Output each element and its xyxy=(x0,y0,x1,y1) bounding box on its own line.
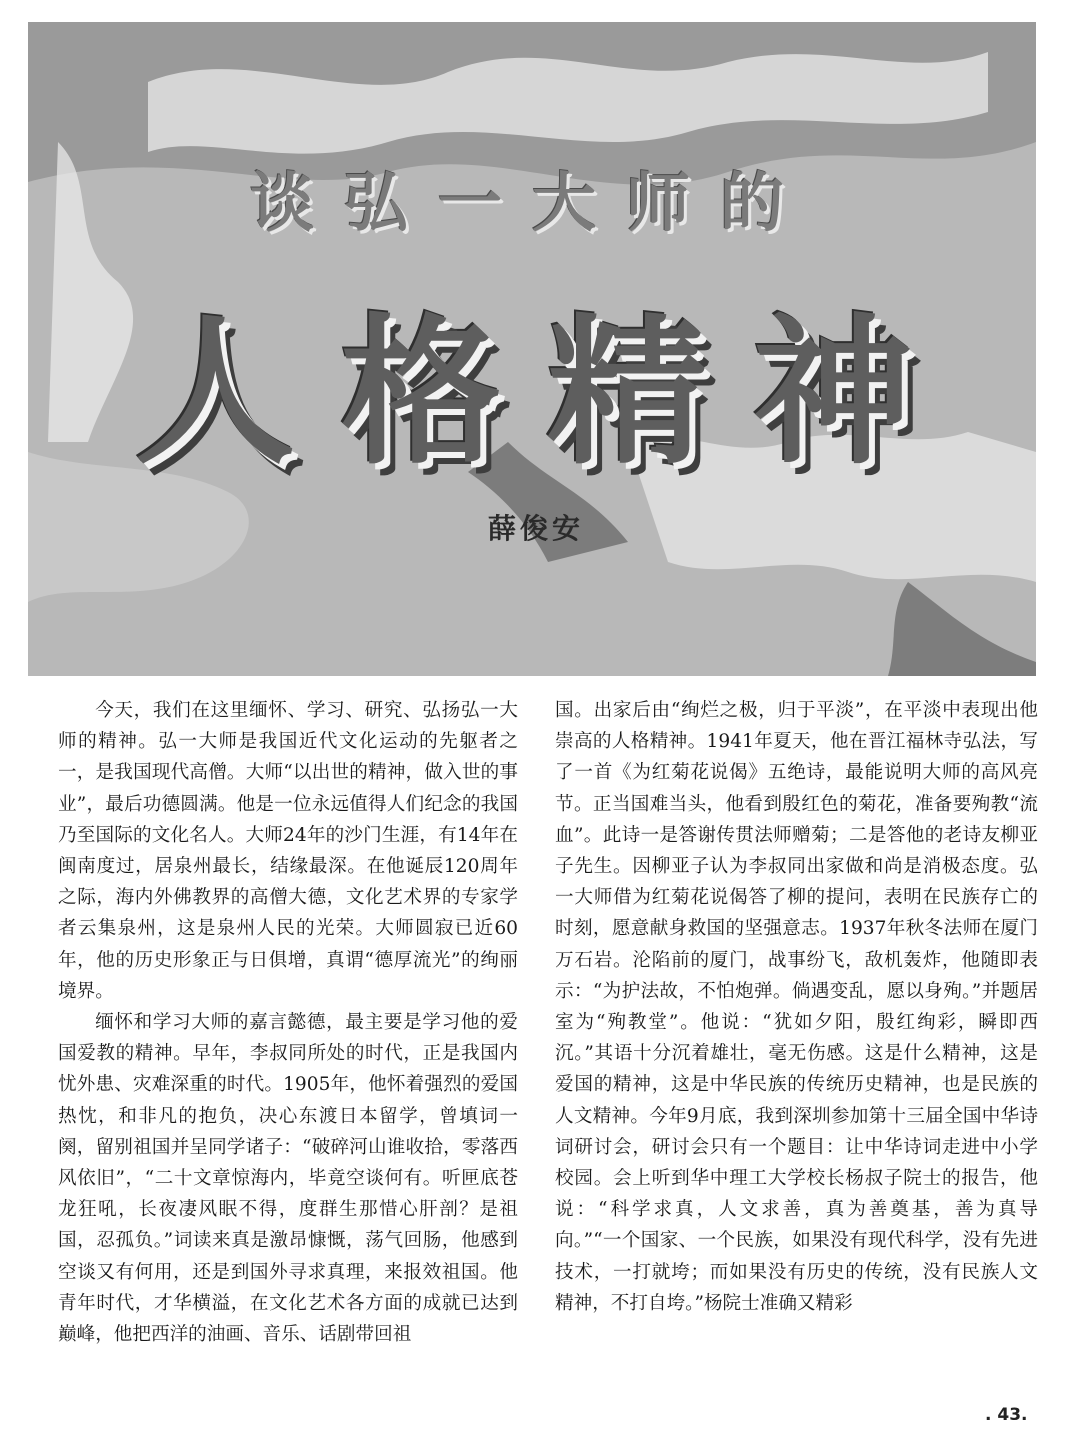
paragraph: 国。出家后由“绚烂之极，归于平淡”，在平淡中表现出他崇高的人格精神。1941年夏天，他在晋江福林寺弘法，写了一首《为红菊花说偈》五绝诗，最能说明大师的高风亮节。正当国难当头，他看到殷红色的菊花，准备要殉教“流血”。此诗一是答谢传贯法师赠菊；二是答他的老诗友柳亚子先生。因柳亚子认为李叔同出家做和尚是消极态度。弘一大师借为红菊花说偈答了柳的提问，表明在民族存亡的时刻，愿意献身救国的坚强意志。1937年秋冬法师在厦门万石岩。沦陷前的厦门，战事纷飞，敌机轰炸，他随即表示：“为护法故，不怕炮弹。倘遇变乱，愿以身殉。”并题居室为“殉教堂”。他说：“犹如夕阳，殷红绚彩，瞬即西沉。”其语十分沉着雄壮，毫无伤感。这是什么精神，这是爱国的精神，这是中华民族的传统历史精神，也是民族的人文精神。今年9月底，我到深圳参加第十三届全国中华诗词研讨会，研讨会只有一个题目：让中华诗词走进中小学校园。会上听到华中理工大学校长杨叔子院士的报告，他说：“科学求真，人文求善，真为善奠基，善为真导向。”“一个国家、一个民族，如果没有现代科学，没有先进技术，一打就垮；而如果没有历史的传统，没有民族人文精神，不打自垮。”杨院士准确又精彩 xyxy=(555,700,1038,1314)
article-subtitle: 谈弘一大师的 xyxy=(250,167,814,241)
article-title: 人格精神 xyxy=(134,299,959,486)
paragraph: 缅怀和学习大师的嘉言懿德，最主要是学习他的爱国爱教的精神。早年，李叔同所处的时代，正是我国内忧外患、灾难深重的时代。1905年，他怀着强烈的爱国热忱，和非凡的抱负，决心东渡日本留学，曾填词一阕，留别祖国并呈同学诸子：“破碎河山谁收拾，零落西风依旧”，“二十文章惊海内，毕竟空谈何有。听匣底苍龙狂吼，长夜凄风眠不得，度群生那惜心肝剖？是祖国，忍孤负。”词读来真是激昂慷慨，荡气回肠，他感到空谈又有何用，还是到国外寻求真理，来报效祖国。他青年时代，才华横溢，在文化艺术各方面的成就已达到巅峰，他把西洋的油画、音乐、话剧带回祖 xyxy=(58,1012,518,1346)
title-banner xyxy=(28,22,1036,676)
page-number: . 43. xyxy=(985,1405,1028,1425)
author-name: 薛俊安 xyxy=(488,512,585,545)
right-text-column xyxy=(555,695,1038,1319)
paragraph: 今天，我们在这里缅怀、学习、研究、弘扬弘一大师的精神。弘一大师是我国近代文化运动的先躯者之一，是我国现代高僧。大师“以出世的精神，做入世的事业”，最后功德圆满。他是一位永远值得人们纪念的我国乃至国际的文化名人。大师24年的沙门生涯，有14年在闽南度过，居泉州最长，结缘最深。在他诞辰120周年之际，海内外佛教界的高僧大德，文化艺术界的专家学者云集泉州，这是泉州人民的光荣。大师圆寂已近60年，他的历史形象正与日俱增，真谓“德厚流光”的绚丽境界。 xyxy=(58,700,518,1002)
left-text-column xyxy=(58,695,518,1350)
